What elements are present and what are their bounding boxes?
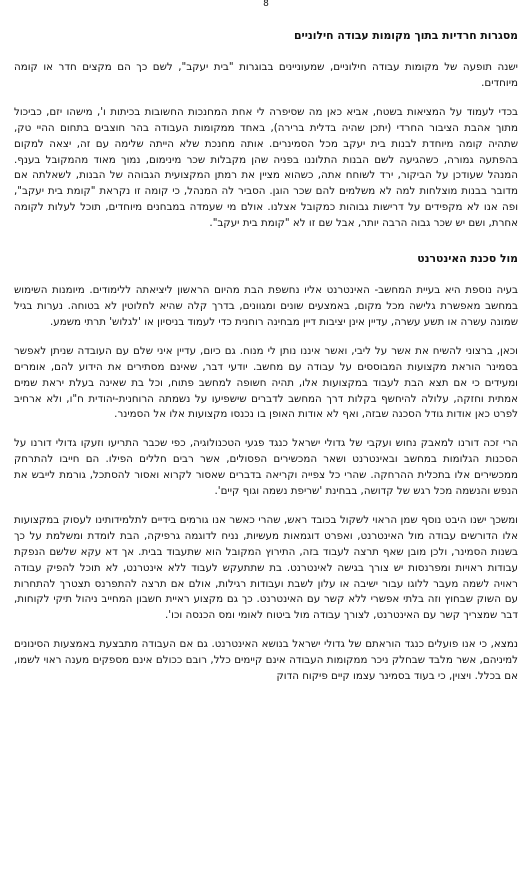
paragraph: בעיה נוספת היא בעיית המחשב- האינטרנט אליו נחשפת הבת מהיום הראשון ליציאתה ללימודים. מיומנות השימוש במחשב מאפשרת גלישה מכל מקום, באמצעים שונים ומגוונים, בדרך קלה שהיא לחלוטין לא בטוחה. נערות בגיל שמונה עשרה או תשע עשרה, עדיין אינן יציבות דיין מבחינה רוחנית כדי לעמוד בניסיון או 'לגלוש' תרתי משמע. xyxy=(14,284,518,328)
paragraph: ישנה תופעה של מקומות עבודה חילוניים, שמעוניינים בבוגרות "בית יעקב", לשם כך הם מקצים חדר או קומה מיוחדים. xyxy=(14,61,518,89)
paragraph: בכדי לעמוד על המציאות בשטח, אביא כאן מה שסיפרה לי אחת המחנכות החשובות בכיתות ו', מישהו יזם, כביכול מתוך אהבת הציבור החרדי (יתכן שהיה בדלית ברירה), באחד ממקומות העבודה בהר חוצבים בתחום ההיי טק, שתהיה קומה מיוחדת לבנות בית יעקב מכל הסמינרים. אותה מחנכת שלא הייתה שלימה עם זה, יצאה למקום בהפתעה גמורה, כשהגיעה לשם הבנות התלוננו בפניה שהן מקבלות שכר מינימום, נמוך מאוד מהמקובל בענף. המנהל שעודכן על הביקור, ירד לשוחח אתה, כשהוא מציין את רמתן המקצועית הגבוהה של הבנות, לשאלתה אם מדובר בבנות מוצלחות למה לא משלמים להם שכר הוגן. הסביר לה המנהל, כי קומה זו נקראת "קומת בית יעקב", ופה אנו לא מקפידים על דרישות גבוהות כמקובל אצלנו. אולם מי שעמדה במבחנים מיוחדים, תוכל לעלות לקומה אחרת, ושם יש שכר גבוה הרבה יותר, אבל שם זו לא "קומת בית יעקב". xyxy=(14,105,518,230)
paragraph: נמצא, כי אנו פועלים כנגד הוראתם של גדולי ישראל בנושא האינטרנט. גם אם העבודה מתבצעת באמצעות הסינונים למיניהם, אשר מלבד שבחלק ניכר ממקומות העבודה אינם קיימים כלל, רובם ככולם אינם מספקים מענה ראוי לשמו, אם בכלל. ויצוין, כי בעוד בסמינר עצמו קיים פיקוח הדוק xyxy=(14,638,518,683)
paragraph: ומשכך ישנו היבט נוסף שמן הראוי לשקול בכובד ראש, שהרי כאשר אנו גורמים בידיים לתלמידותינו לעסוק במקצועות אלו הדורשים עבודה מול האינטרנט, ואפרט דוגמאות מעשיות, נניח לדוגמה גרפיקה, הבת לומדת ומשלמת על כך בשנות הסמינר, ולכן מובן שאף תרצה לעבוד בזה, התירוץ המקובל הוא שתעבוד בבית. אך דא עקא שלשם הנפקת עבודות ראויות ומפרנסות יש צורך בגישה לאינטרנט. בת שתתעקש לעבוד ללא אינטרנט, לא תוכל להפיק עבודה ראויה לשמה מעבר ללוגו עבור ישיבה או עלון לשבת ועבודות רגילות, אולם אם תרצה להתפרנס תצטרך להתחרות עם השוק שבחוץ וזה בלתי אפשרי ללא קשר עם האינטרנט. כך גם מקצוע ראיית חשבון המחייב ניהול תיקי לקוחות, דבר שמצריך קשר עם האינטרנט, לצורך עבודה מול ביטוח לאומי ומס הכנסה וכו'. xyxy=(14,513,518,622)
paragraph: הרי זכה דורנו למאבק נחוש ועקבי של גדולי ישראל כנגד פגעי הטכנולוגיה, כפי שכבר התריעו וזעקו גדולי דורנו על הסכנות הגלומות במחשב ובאינטרנט ושאר המכשירים הפסולים, אשר רבים חללים הפילו. הם חייבו להתרחק ממכשירים אלו בתכלית ההרחקה. שהרי כל צפייה וקריאה בדברים שאסור לקרוא ואסור להסתכל, גורמת לייבש את הנפש והנשמה מכל רגש של קדושה, בבחינת 'שריפת נשמה וגוף קיים'. xyxy=(14,437,518,498)
section-heading-internet-danger: מול סכנת האינטרנט xyxy=(417,252,518,266)
paragraph: וכאן, ברצוני להשיח את אשר על ליבי, ואשר איננו נותן לי מנוח. גם כיום, עדיין איני שלם עם העובדה שניתן לאפשר בסמינר הוראת מקצועות המבוססים על עבודה עם מחשב. יודעי דבר, שאינם מסתירים את הידוע להם, אומרים ומעידים כי אם תצא הבת לעבוד במקצועות אלו, תהיה חשופה למחשב פתוח, וכל בת שאינה בעלת יראת שמים אמתית וחזקה, עלולה להיחשף בקלות דרך המחשב לדברים שישפיעו על נשמתה הרוחנית-יהודית ח"ו, ולא ארחיב לפרט כאן אודות גודל הסכנה שבזה, ואף לא אודות האופן בו נכנסו מקצועות אלו אל הסמינר. xyxy=(14,344,518,421)
page-number: 8 xyxy=(263,0,269,9)
section-heading-haredi-frameworks: מסגרות חרדיות בתוך מקומות עבודה חילוניים xyxy=(294,29,518,42)
page-content xyxy=(14,28,518,685)
